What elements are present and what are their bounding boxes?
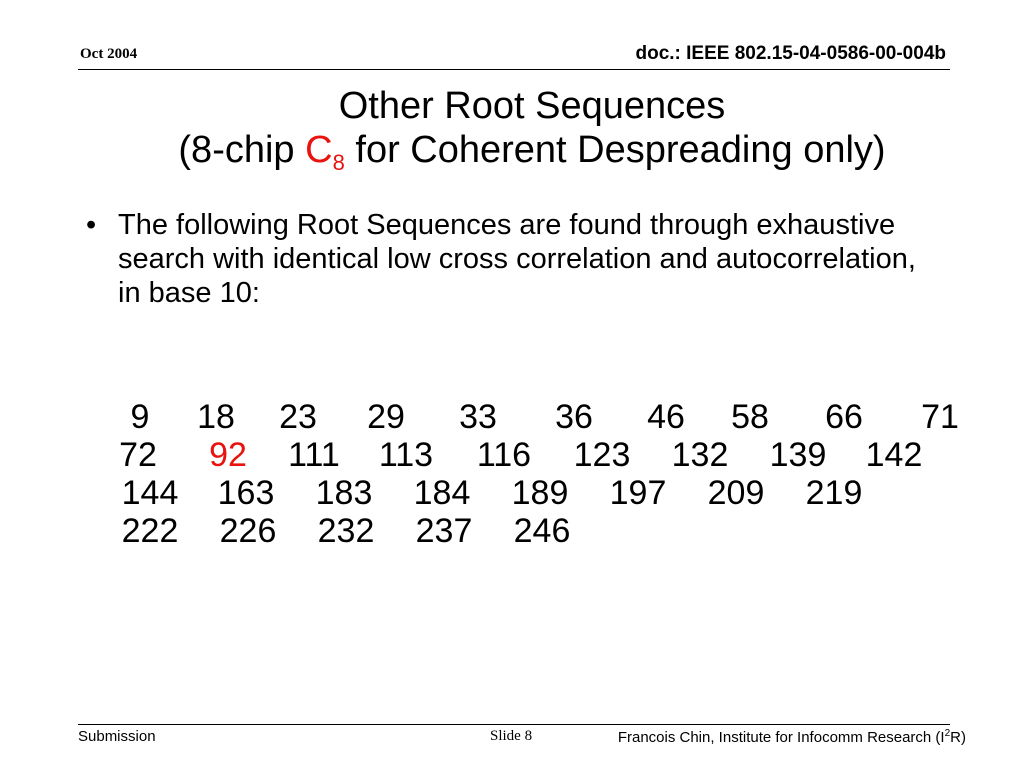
author-prefix: Francois Chin, Institute for Infocomm Research (I xyxy=(617,729,945,746)
footer-divider xyxy=(78,724,950,725)
author-superscript: 2 xyxy=(944,728,951,739)
sequence-row xyxy=(118,436,958,474)
sequence-value: 219 xyxy=(805,474,863,512)
slide-title xyxy=(0,84,1024,177)
sequence-value: 142 xyxy=(865,436,923,474)
sequence-value: 9 xyxy=(130,398,150,436)
bullet-text: The following Root Sequences are found through exhaustive search with identical low cross correlation and autocorrelation, in base 10: xyxy=(118,209,916,309)
sequence-value: 163 xyxy=(217,474,275,512)
sequence-value: 197 xyxy=(609,474,667,512)
title-line-2-suffix: for Coherent Despreading only) xyxy=(344,129,886,171)
sequence-value: 18 xyxy=(197,398,235,436)
footer-submission: Submission xyxy=(78,728,156,745)
sequence-value: 189 xyxy=(511,474,569,512)
sequence-value: 144 xyxy=(121,474,179,512)
sequence-value: 71 xyxy=(921,398,959,436)
sequence-value: 232 xyxy=(317,512,375,550)
sequence-value: 222 xyxy=(121,512,179,550)
sequence-value: 58 xyxy=(731,398,769,436)
title-line-2 xyxy=(0,128,1024,177)
sequence-grid xyxy=(118,398,958,550)
sequence-value: 36 xyxy=(555,398,593,436)
sequence-value: 29 xyxy=(367,398,405,436)
sequence-row xyxy=(118,474,958,512)
sequence-value: 46 xyxy=(647,398,685,436)
sequence-value: 72 xyxy=(119,436,157,474)
slide-label: Slide xyxy=(490,728,521,744)
sequence-value: 123 xyxy=(573,436,631,474)
sequence-value: 183 xyxy=(315,474,373,512)
header-doc-id: doc.: IEEE 802.15-04-0586-00-004b xyxy=(635,43,946,64)
sequence-row xyxy=(118,512,958,550)
sequence-value: 139 xyxy=(769,436,827,474)
slide-number: 8 xyxy=(524,728,533,744)
sequence-value: 66 xyxy=(825,398,863,436)
title-line-1: Other Root Sequences xyxy=(338,85,726,127)
title-subscript: 8 xyxy=(332,150,345,175)
sequence-value: 209 xyxy=(707,474,765,512)
author-suffix: R) xyxy=(950,729,966,746)
footer-slide-number xyxy=(490,728,532,745)
sequence-value: 184 xyxy=(413,474,471,512)
bullet-point xyxy=(86,208,936,310)
footer-author xyxy=(618,728,966,746)
sequence-value: 246 xyxy=(513,512,571,550)
header-date: Oct 2004 xyxy=(80,46,138,62)
sequence-value: 132 xyxy=(671,436,729,474)
sequence-value: 33 xyxy=(459,398,497,436)
sequence-value: 237 xyxy=(415,512,473,550)
sequence-value-highlighted: 92 xyxy=(209,436,247,474)
sequence-value: 116 xyxy=(476,436,532,474)
title-line-2-prefix: (8-chip xyxy=(178,129,306,171)
sequence-value: 111 xyxy=(288,436,340,474)
title-symbol: C xyxy=(305,129,333,171)
sequence-row xyxy=(118,398,958,436)
sequence-value: 226 xyxy=(219,512,277,550)
sequence-value: 113 xyxy=(378,436,434,474)
bullet-mark: • xyxy=(86,209,97,241)
header-divider xyxy=(78,69,950,70)
sequence-value: 23 xyxy=(279,398,317,436)
